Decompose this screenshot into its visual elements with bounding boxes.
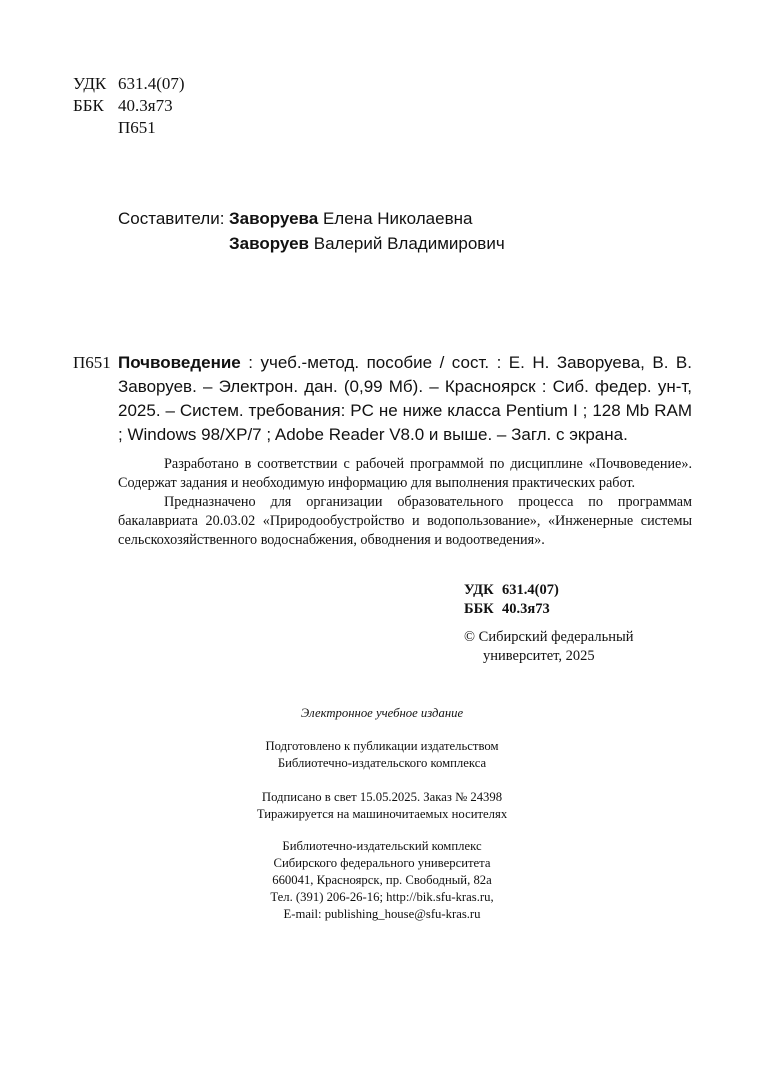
- bbk-label: ББК: [73, 96, 104, 115]
- udk-row-bottom: [464, 581, 559, 600]
- prepared-line-1: Подготовлено к публикации издательством: [265, 739, 499, 753]
- author-sign: П651: [118, 118, 156, 137]
- book-title: Почвоведение: [118, 353, 241, 372]
- publisher-line-2: Сибирского федерального университета: [273, 856, 491, 870]
- bbk-value-bottom: 40.3я73: [502, 601, 550, 617]
- publisher-address: 660041, Красноярск, пр. Свободный, 82а: [272, 873, 492, 887]
- compiler-1-name: Елена Николаевна: [318, 209, 473, 228]
- bbk-row-bottom: [464, 600, 559, 619]
- biblio-text: [118, 351, 692, 447]
- classification-codes: [73, 73, 185, 139]
- edition-type: [0, 705, 764, 722]
- copyright-line-1: © Сибирский федеральный: [464, 629, 634, 645]
- udk-label: УДК: [73, 74, 107, 93]
- bbk-label-bottom: ББК: [464, 601, 494, 617]
- annotation-paragraph-1: Разработано в соответствии с рабочей программой по дисциплине «Почвоведение». Содержат задания и необходимую информацию для выполнения практических работ.: [118, 456, 692, 491]
- udk-row: [73, 73, 185, 95]
- udk-value-bottom: 631.4(07): [502, 582, 559, 598]
- bibliographic-record: [73, 351, 692, 447]
- publisher-line-1: Библиотечно-издательский комплекс: [282, 839, 482, 853]
- copyright-line-2: университет, 2025: [483, 648, 595, 664]
- classification-codes-bottom: [464, 581, 559, 619]
- compilers-block: [118, 206, 505, 256]
- udk-label-bottom: УДК: [464, 582, 494, 598]
- publication-info: [0, 789, 764, 823]
- publisher-phone: Тел. (391) 206-26-16; http://bik.sfu-kras.ru,: [270, 890, 494, 904]
- udk-value: 631.4(07): [118, 74, 185, 93]
- bbk-value: 40.3я73: [118, 96, 173, 115]
- annotation: [118, 455, 692, 550]
- publisher-info: [0, 838, 764, 923]
- publisher-email: E-mail: publishing_house@sfu-kras.ru: [283, 907, 481, 921]
- biblio-marker: П651: [73, 353, 111, 372]
- compiler-2-name: Валерий Владимирович: [309, 234, 505, 253]
- annotation-paragraph-2: Предназначено для организации образовательного процесса по программам бакалавриата 20.03.02 «Природообустройство и водопользование», «Инженерные системы сельскохозяйственного водоснабжения, обводнения и водоотведения».: [118, 494, 692, 548]
- compiler-row-1: [118, 206, 505, 231]
- edition-type-text: Электронное учебное издание: [300, 706, 464, 720]
- prepared-by: [0, 738, 764, 772]
- compiler-row-2: [118, 231, 505, 256]
- signed-line: Подписано в свет 15.05.2025. Заказ № 24398: [261, 790, 503, 804]
- biblio-description: : учеб.-метод. пособие / сост. : Е. Н. Заворуева, В. В. Заворуев. – Электрон. дан. (0,99 Мб). – Красноярск : Сиб. федер. ун-т, 2025. – Систем. требования: PC не ниже класса Pentium I ; 128 Mb RAM ; Windows 98/XP/7 ; Adobe Reader V8.0 и выше. – Загл. с экрана.: [118, 353, 692, 444]
- copyright-notice: [464, 628, 633, 666]
- compiler-1-surname: Заворуева: [229, 209, 319, 228]
- prepared-line-2: Библиотечно-издательского комплекса: [277, 756, 487, 770]
- replicated-line: Тиражируется на машиночитаемых носителях: [256, 807, 508, 821]
- compiler-2-surname: Заворуев: [229, 234, 310, 253]
- bbk-row: [73, 95, 185, 117]
- compilers-label: Составители:: [118, 209, 225, 228]
